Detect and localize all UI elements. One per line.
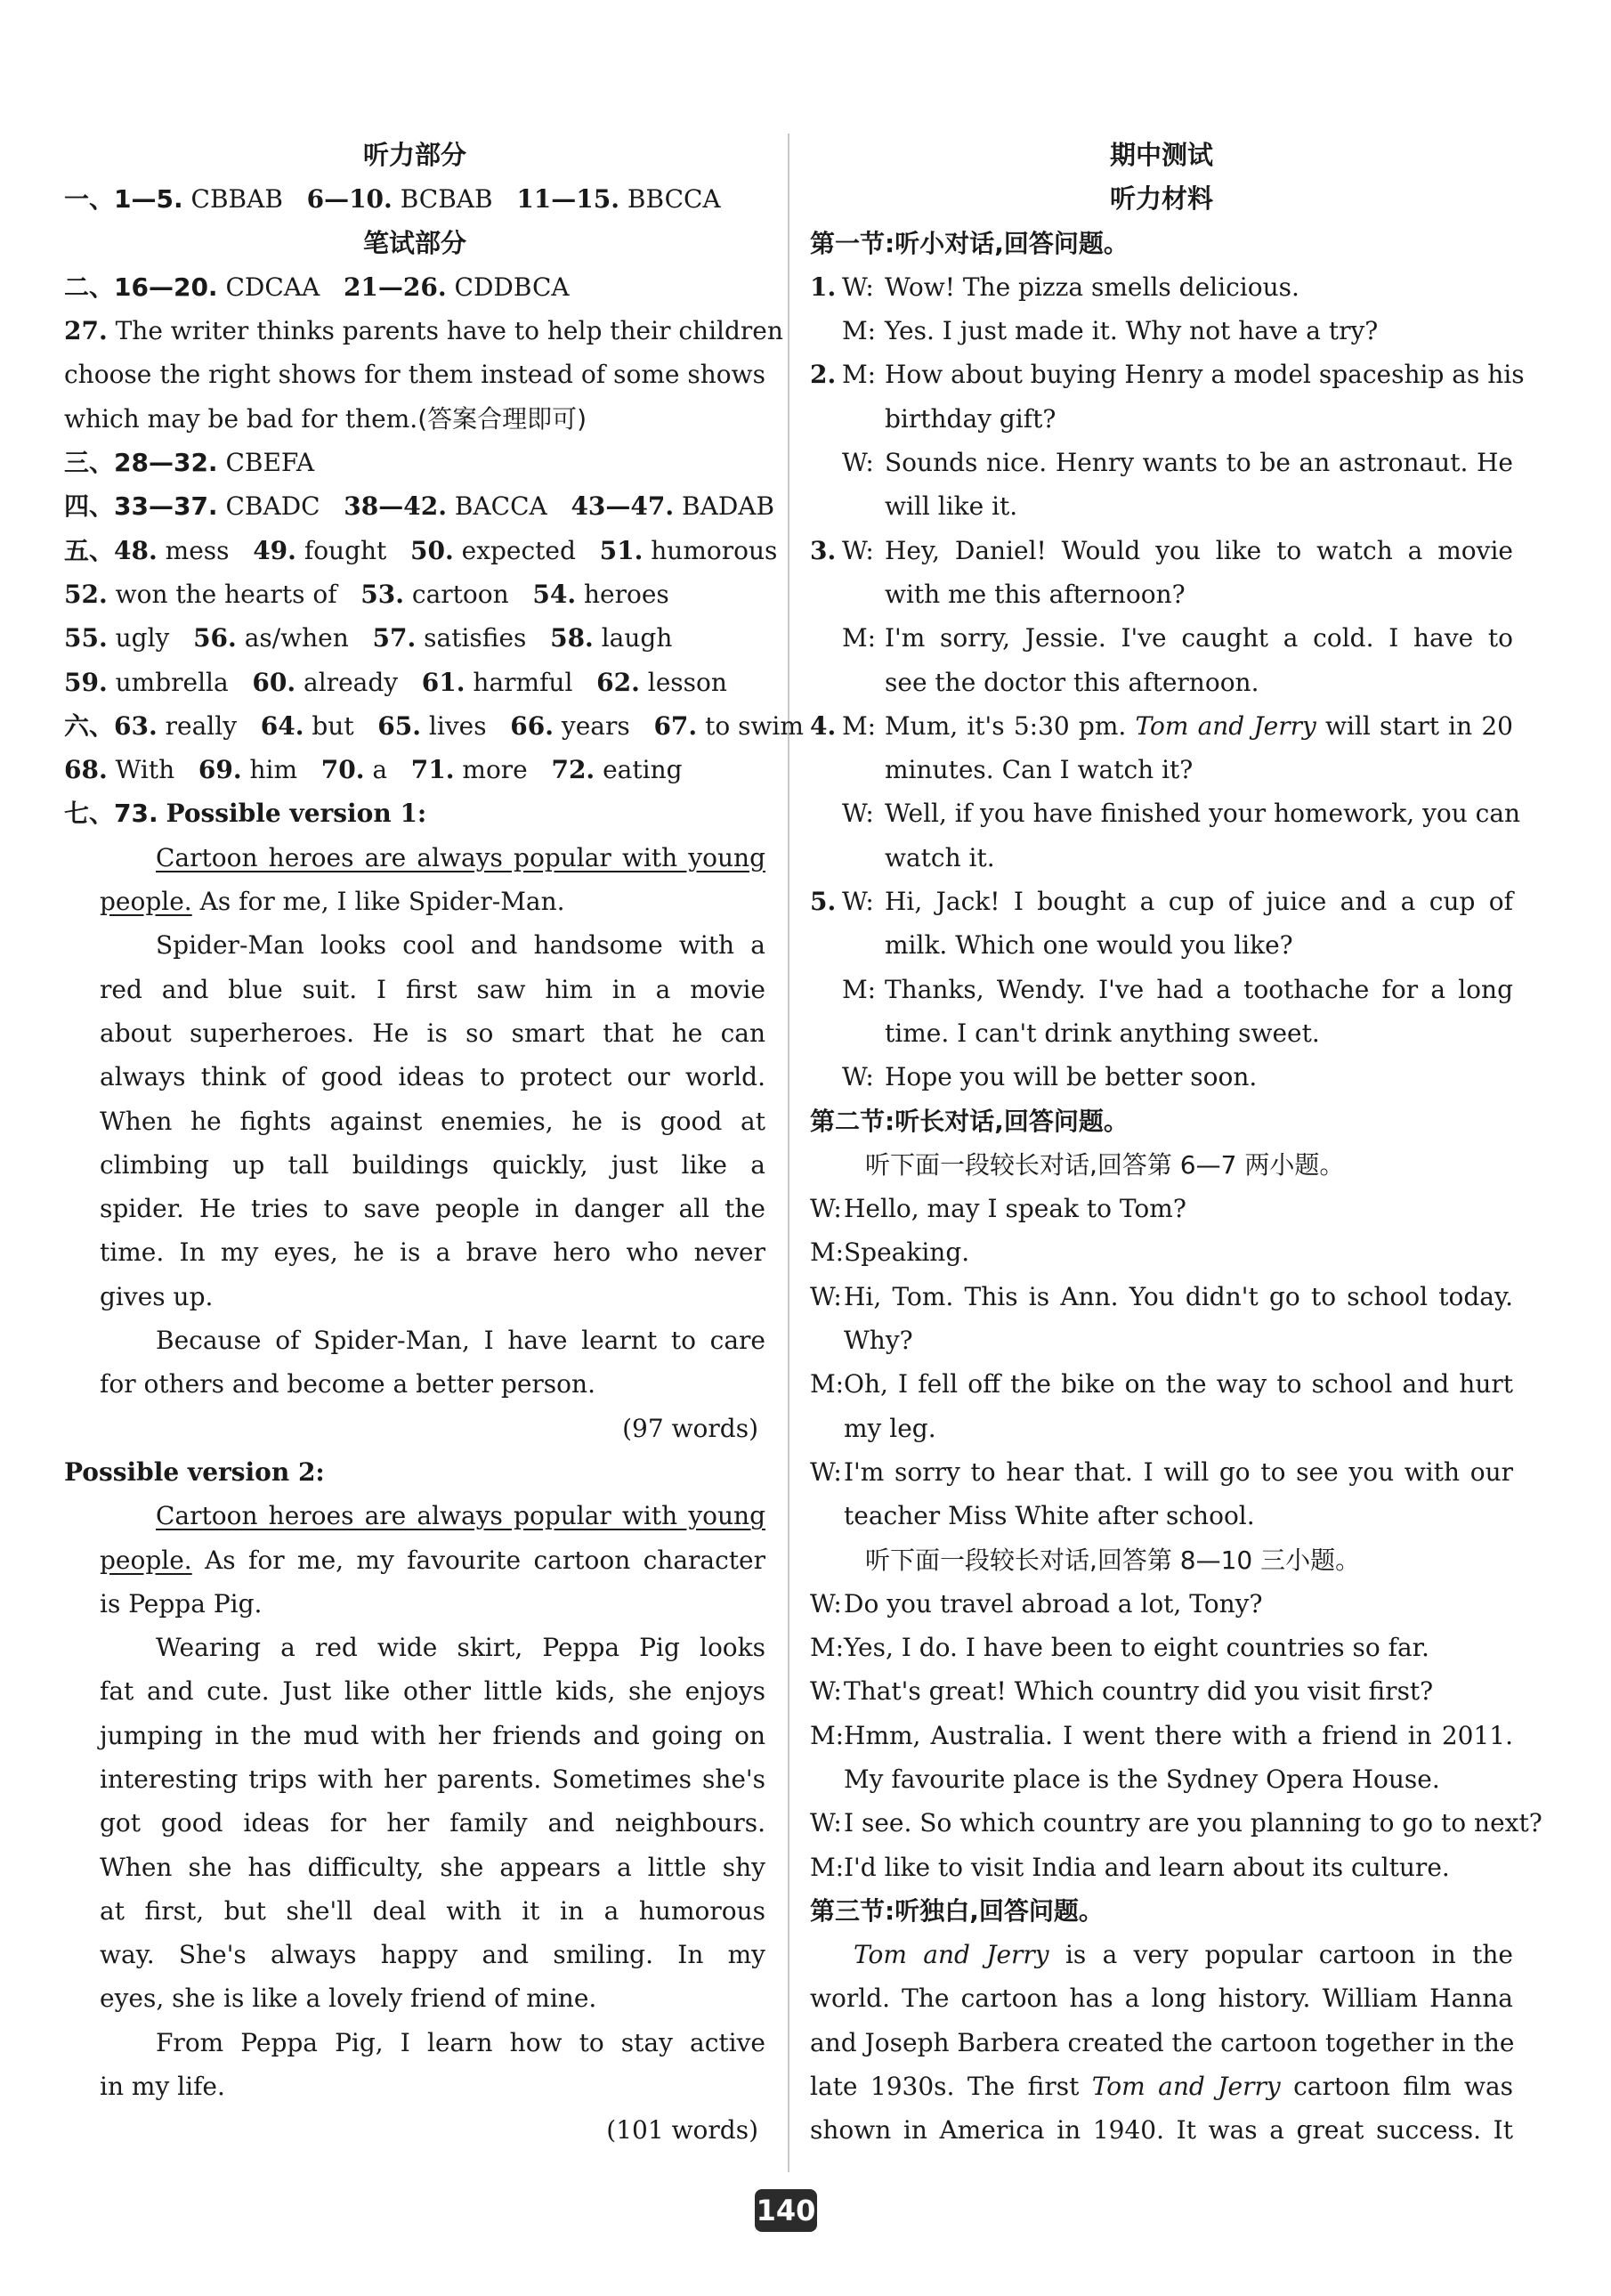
question-number — [810, 1011, 842, 1055]
essay-line — [64, 1143, 765, 1187]
item-answer: to swim — [705, 710, 804, 741]
dialogue-text: teacher Miss White after school. — [844, 1501, 1255, 1531]
speaker-label — [842, 923, 885, 967]
essay-line — [64, 1187, 765, 1230]
section-2-intro-2: 听下面一段较长对话,回答第 8—10 三小题。 — [865, 1545, 1361, 1575]
item-answer: lesson — [647, 667, 727, 697]
essay-line — [64, 2065, 765, 2108]
speaker-label: W: — [842, 887, 874, 917]
item-number: 63. — [114, 710, 158, 741]
dialogue-text: my leg. — [844, 1413, 936, 1443]
dialogue-text: birthday gift? — [885, 403, 1056, 434]
essay-text: in my life. — [100, 2072, 225, 2102]
essay-line — [64, 968, 765, 1011]
essay-text: Cartoon heroes are always popular with young — [156, 1501, 765, 1531]
speaker-label — [842, 397, 885, 441]
item-answer: but — [312, 710, 354, 741]
speaker-label: M: — [842, 974, 877, 1004]
section-2-intro-1: 听下面一段较长对话,回答第 6—7 两小题。 — [865, 1149, 1345, 1180]
essay-line — [64, 1582, 765, 1626]
dialogue-line — [810, 661, 1513, 704]
essay-line — [64, 1757, 765, 1801]
essay-line — [64, 1801, 765, 1845]
speaker-label — [842, 1011, 885, 1055]
essay-text: (101 words) — [606, 2115, 758, 2146]
q73-header: 七、73. Possible version 1: — [64, 799, 427, 829]
item-number: 69. — [198, 755, 242, 785]
section-2-dialogue-b — [810, 1582, 1542, 1889]
speaker-label — [842, 484, 885, 528]
speaker-label: W: — [842, 272, 874, 302]
essay-text: jumping in the mud with her friends and going on — [100, 1720, 765, 1750]
speaker-label: M: — [842, 623, 877, 653]
question-number — [810, 484, 842, 528]
dialogue-line — [810, 1626, 1513, 1669]
essay-text: at first, but she'll deal with it in a humorous — [100, 1895, 765, 1926]
dialogue-text: My favourite place is the Sydney Opera House. — [844, 1764, 1440, 1794]
question-number — [810, 791, 842, 835]
title-listening-material: 听力材料 — [1109, 183, 1213, 215]
item-number: 65. — [377, 710, 421, 741]
item-answer: satisfies — [424, 623, 527, 653]
essay-line — [64, 1714, 765, 1757]
dialogue-line — [810, 836, 1513, 880]
essay-line — [64, 923, 765, 967]
speaker-label: M: — [810, 1852, 845, 1882]
dialogue-line — [810, 880, 1513, 923]
item-number: 53. — [360, 579, 404, 609]
item-number: 72. — [551, 755, 595, 785]
dialogue-text: Hope you will be better soon. — [885, 1062, 1258, 1092]
item-number: 55. — [64, 623, 108, 653]
essay-text: fat and cute. Just like other little kids, she enjoys — [100, 1676, 765, 1707]
essay-line — [64, 1846, 765, 1889]
essay-text: time. In my eyes, he is a brave hero who never — [100, 1237, 765, 1268]
item-number: 64. — [260, 710, 304, 741]
dialogue-text: Sounds nice. Henry wants to be an astronaut. He — [885, 448, 1513, 478]
item-number: 62. — [596, 667, 640, 697]
answer-row — [64, 748, 765, 791]
dialogue-text: Hi, Tom. This is Ann. You didn't go to school today. — [844, 1281, 1513, 1311]
dialogue-line — [810, 791, 1521, 835]
essay-text: Spider-Man looks cool and handsome with a — [156, 930, 765, 961]
essay-text: about superheroes. He is so smart that he can — [100, 1018, 765, 1048]
essay-text: Cartoon heroes are always popular with young — [156, 842, 765, 872]
item-answer: more — [462, 755, 528, 785]
question-number — [810, 616, 842, 660]
item-answer: ugly — [115, 623, 170, 653]
dialogue-line — [810, 1494, 1513, 1537]
essay-text: red and blue suit. I first saw him in a movie — [100, 974, 765, 1004]
essay-text: eyes, she is like a lovely friend of mine. — [100, 1984, 597, 2014]
dialogue-text: Hi, Jack! I bought a cup of juice and a cup of — [885, 887, 1513, 917]
speaker-label — [810, 1494, 844, 1537]
section-2-dialogue-a — [810, 1187, 1513, 1537]
item-number: 48. — [114, 535, 158, 565]
essay-text: spider. He tries to save people in danger all the — [100, 1194, 765, 1224]
item-number: 61. — [421, 667, 465, 697]
item-number: 54. — [532, 579, 577, 609]
dialogue-line — [810, 616, 1513, 660]
q27-line-3: which may be bad for them.(答案合理即可) — [64, 403, 587, 434]
dialogue-line — [810, 1714, 1513, 1757]
dialogue-line — [810, 265, 1513, 309]
answer-block-6 — [64, 704, 804, 792]
speaker-label: M: — [842, 360, 877, 390]
question-number: 2. — [810, 360, 837, 390]
speaker-label: W: — [810, 1588, 842, 1619]
dialogue-text: Hello, may I speak to Tom? — [844, 1194, 1186, 1224]
dialogue-line — [810, 748, 1513, 791]
item-answer: as/when — [244, 623, 349, 653]
item-answer: really — [165, 710, 238, 741]
item-number: 68. — [64, 755, 108, 785]
speaker-label: W: — [810, 1281, 842, 1311]
speaker-label — [810, 1757, 844, 1801]
item-number: 56. — [193, 623, 237, 653]
dialogue-text: I'd like to visit India and learn about its culture. — [844, 1852, 1450, 1882]
question-number — [810, 923, 842, 967]
essay-text-underlined: people. — [100, 887, 192, 917]
speaker-label — [842, 748, 885, 791]
essay-line — [64, 880, 765, 923]
speaker-label: W: — [810, 1194, 842, 1224]
dialogue-line — [810, 397, 1513, 441]
speaker-label: W: — [810, 1808, 842, 1838]
essay-line — [64, 1230, 765, 1274]
essay-text: As for me, I like Spider-Man. — [191, 887, 565, 917]
question-number: 1. — [810, 272, 837, 302]
dialogue-line — [810, 1055, 1513, 1099]
essay-text: From Peppa Pig, I learn how to stay active — [156, 2027, 765, 2057]
essay-text: is Peppa Pig. — [100, 1588, 263, 1619]
answer-row-4: 四、33—37. CBADC 38—42. BACCA 43—47. BADAB — [64, 491, 775, 522]
dialogue-line — [810, 923, 1513, 967]
dialogue-line — [810, 1757, 1513, 1801]
answer-row — [64, 661, 765, 704]
dialogue-text: Why? — [844, 1326, 913, 1356]
page-number: 140 — [755, 2189, 817, 2232]
dialogue-text: time. I can't drink anything sweet. — [885, 1018, 1320, 1048]
essay-line — [64, 836, 765, 880]
speaker-label: M: — [842, 710, 877, 741]
essay-version-1 — [64, 836, 765, 1450]
italic-title: Tom and Jerry — [854, 1940, 1049, 1970]
section-1-heading: 第一节:听小对话,回答问题。 — [810, 228, 1129, 258]
question-number — [810, 397, 842, 441]
item-number: 49. — [253, 535, 296, 565]
item-number: 52. — [64, 579, 108, 609]
dialogue-text: Hey, Daniel! Would you like to watch a movie — [885, 535, 1513, 565]
dialogue-line — [810, 1275, 1513, 1318]
speaker-label: W: — [810, 1456, 842, 1487]
dialogue-line — [810, 1669, 1513, 1713]
essay-line — [64, 1976, 765, 2020]
essay-line — [64, 1669, 765, 1713]
dialogue-text: I'm sorry to hear that. I will go to see you with our — [844, 1456, 1513, 1487]
essay-line — [64, 1933, 765, 1976]
answer-row — [64, 529, 778, 572]
question-number — [810, 441, 842, 484]
essay-line — [64, 1626, 765, 1669]
italic-title: Tom and Jerry — [1135, 710, 1316, 741]
answer-row-3: 三、28—32. CBEFA — [64, 448, 315, 478]
item-answer: expected — [461, 535, 576, 565]
dialogue-text: with me this afternoon? — [885, 579, 1186, 609]
dialogue-text: Speaking. — [844, 1237, 970, 1268]
section-2-heading: 第二节:听长对话,回答问题。 — [810, 1106, 1129, 1136]
essay-line — [64, 1538, 765, 1582]
dialogue-text: Wow! The pizza smells delicious. — [885, 272, 1299, 302]
answer-row-2: 二、16—20. CDCAA 21—26. CDDBCA — [64, 272, 570, 302]
question-number: 4. — [810, 710, 837, 741]
question-number — [810, 1055, 842, 1099]
essay-line — [64, 1362, 765, 1406]
item-answer: heroes — [583, 579, 669, 609]
dialogue-line — [810, 1011, 1513, 1055]
essay-text: When he fights against enemies, he is good at — [100, 1106, 765, 1136]
dialogue-line — [810, 309, 1513, 353]
speaker-label: W: — [810, 1676, 842, 1707]
item-number: 59. — [64, 667, 108, 697]
dialogue-text: Yes, I do. I have been to eight countries so far. — [844, 1633, 1429, 1663]
answer-block-5 — [64, 529, 778, 704]
column-divider — [788, 134, 789, 2172]
left-column — [64, 134, 804, 2153]
section-title-written: 笔试部分 — [362, 227, 466, 258]
dialogue-text: Yes. I just made it. Why not have a try? — [885, 316, 1379, 346]
dialogue-line — [810, 484, 1513, 528]
speaker-label: M: — [810, 1720, 845, 1750]
item-number: 67. — [653, 710, 698, 741]
italic-title: Tom and Jerry — [1091, 2072, 1281, 2102]
essay-text: When she has difficulty, she appears a little shy — [100, 1852, 765, 1882]
essay-line — [64, 1275, 765, 1318]
essay-text: climbing up tall buildings quickly, just like a — [100, 1149, 765, 1180]
monologue-line: world. The cartoon has a long history. William Hanna — [810, 1984, 1513, 2014]
dialogue-line — [810, 1450, 1513, 1494]
dialogue-text: I see. So which country are you planning to go to next? — [844, 1808, 1542, 1838]
dialogue-text: watch it. — [885, 842, 995, 872]
section-label: 六、 — [64, 710, 115, 741]
essay-text: Wearing a red wide skirt, Peppa Pig looks — [156, 1633, 765, 1663]
dialogue-text: Mum, it's 5:30 pm. Tom and Jerry will start in 20 — [885, 710, 1513, 741]
essay-text: gives up. — [100, 1281, 214, 1311]
item-answer: umbrella — [115, 667, 229, 697]
item-number: 60. — [252, 667, 296, 697]
item-answer: a — [372, 755, 388, 785]
dialogue-text: minutes. Can I watch it? — [885, 755, 1194, 785]
essay-text: (97 words) — [622, 1413, 758, 1443]
answer-row-1: 一、1—5. CBBAB 6—10. BCBAB 11—15. BBCCA — [64, 184, 721, 215]
dialogue-text: see the doctor this afternoon. — [885, 667, 1259, 697]
speaker-label: W: — [842, 799, 874, 829]
essay-text-underlined: people. — [100, 1545, 192, 1575]
essay-line — [64, 1889, 765, 1933]
item-answer: lives — [428, 710, 487, 741]
answer-row — [64, 572, 765, 616]
question-number — [810, 968, 842, 1011]
dialogue-line — [810, 529, 1513, 572]
speaker-label: M: — [810, 1237, 845, 1268]
item-number: 70. — [320, 755, 365, 785]
question-number: 3. — [810, 535, 837, 565]
speaker-label: W: — [842, 448, 874, 478]
question-number — [810, 836, 842, 880]
essay-text: As for me, my favourite cartoon character — [191, 1545, 765, 1575]
speaker-label — [842, 836, 885, 880]
essay-line — [64, 1099, 765, 1143]
dialogue-line — [810, 1230, 1513, 1274]
essay-text: Because of Spider-Man, I have learnt to care — [156, 1326, 765, 1356]
item-number: 51. — [599, 535, 644, 565]
item-answer: harmful — [473, 667, 573, 697]
essay-line — [64, 1055, 765, 1099]
essay-line — [64, 1494, 765, 1537]
item-answer: cartoon — [411, 579, 509, 609]
dialogue-line — [810, 572, 1513, 616]
q27-line-2: choose the right shows for them instead of some shows — [64, 360, 765, 390]
essay-line — [64, 1011, 765, 1055]
speaker-label: M: — [842, 316, 877, 346]
speaker-label — [810, 1318, 844, 1362]
version-2-title: Possible version 2: — [64, 1456, 325, 1487]
speaker-label: M: — [810, 1633, 845, 1663]
dialogue-line — [810, 441, 1513, 484]
dialogue-line — [810, 1801, 1542, 1845]
question-number — [810, 309, 842, 353]
speaker-label — [842, 661, 885, 704]
essay-line — [64, 2108, 765, 2152]
section-label: 五、 — [64, 535, 115, 565]
item-number: 50. — [410, 535, 454, 565]
essay-text: for others and become a better person. — [100, 1369, 595, 1400]
item-answer: years — [561, 710, 630, 741]
dialogue-text: Thanks, Wendy. I've had a toothache for a long — [885, 974, 1513, 1004]
question-number: 5. — [810, 887, 837, 917]
essay-text: way. She's always happy and smiling. In my — [100, 1940, 765, 1970]
essay-text: interesting trips with her parents. Sometimes she's — [100, 1764, 765, 1794]
essay-line — [64, 1407, 765, 1450]
monologue-line: and Joseph Barbera created the cartoon together in the — [810, 2027, 1515, 2057]
answer-row — [64, 704, 804, 748]
dialogue-text: Well, if you have finished your homework, you can — [885, 799, 1521, 829]
dialogue-text: That's great! Which country did you visit first? — [844, 1676, 1434, 1707]
question-number — [810, 748, 842, 791]
dialogue-text: milk. Which one would you like? — [885, 930, 1293, 961]
dialogue-line — [810, 968, 1513, 1011]
item-answer: already — [304, 667, 399, 697]
item-answer: humorous — [651, 535, 778, 565]
dialogue-line — [810, 1846, 1513, 1889]
section-3-monologue — [810, 1933, 1513, 2152]
dialogue-line — [810, 1187, 1513, 1230]
section-title-listening: 听力部分 — [362, 140, 466, 170]
monologue-line: late 1930s. The first Tom and Jerry cartoon film was — [810, 2072, 1514, 2102]
item-number: 57. — [372, 623, 417, 653]
dialogue-text: Hmm, Australia. I went there with a friend in 2011. — [844, 1720, 1513, 1750]
dialogue-line — [810, 1582, 1513, 1626]
item-answer: mess — [165, 535, 230, 565]
item-answer: fought — [304, 535, 387, 565]
item-answer: him — [249, 755, 298, 785]
item-number: 58. — [550, 623, 594, 653]
question-number — [810, 572, 842, 616]
answer-row — [64, 616, 765, 660]
dialogue-text: Do you travel abroad a lot, Tony? — [844, 1588, 1263, 1619]
dialogue-text: How about buying Henry a model spaceship as his — [885, 360, 1525, 390]
section-1-dialogues — [810, 265, 1525, 1099]
essay-text: always think of good ideas to protect our world. — [100, 1062, 765, 1092]
right-column — [810, 134, 1542, 2153]
dialogue-line — [810, 1407, 1513, 1450]
item-number: 71. — [410, 755, 455, 785]
title-midterm: 期中测试 — [1109, 140, 1213, 170]
essay-version-2 — [64, 1494, 765, 2152]
item-number: 66. — [510, 710, 554, 741]
speaker-label — [810, 1407, 844, 1450]
item-answer: laugh — [601, 623, 673, 653]
section-3-heading: 第三节:听独白,回答问题。 — [810, 1895, 1104, 1926]
speaker-label — [842, 572, 885, 616]
essay-line — [64, 1318, 765, 1362]
question-number — [810, 661, 842, 704]
dialogue-line — [810, 704, 1513, 748]
item-answer: eating — [603, 755, 683, 785]
dialogue-line — [810, 1318, 1513, 1362]
dialogue-text: Oh, I fell off the bike on the way to school and hurt — [844, 1369, 1513, 1400]
speaker-label: W: — [842, 535, 874, 565]
speaker-label: W: — [842, 1062, 874, 1092]
speaker-label: M: — [810, 1369, 845, 1400]
dialogue-text: I'm sorry, Jessie. I've caught a cold. I have to — [885, 623, 1513, 653]
item-answer: won the hearts of — [115, 579, 337, 609]
dialogue-line — [810, 1362, 1513, 1406]
q27-line-1: 27. The writer thinks parents have to help their children — [64, 316, 783, 346]
dialogue-line — [810, 353, 1525, 396]
essay-line — [64, 2021, 765, 2065]
item-answer: With — [115, 755, 175, 785]
essay-text: got good ideas for her family and neighbours. — [100, 1808, 765, 1838]
monologue-line: Tom and Jerry is a very popular cartoon in the — [854, 1940, 1513, 1970]
monologue-line: shown in America in 1940. It was a great success. It — [810, 2115, 1513, 2146]
dialogue-text: will like it. — [885, 491, 1018, 522]
